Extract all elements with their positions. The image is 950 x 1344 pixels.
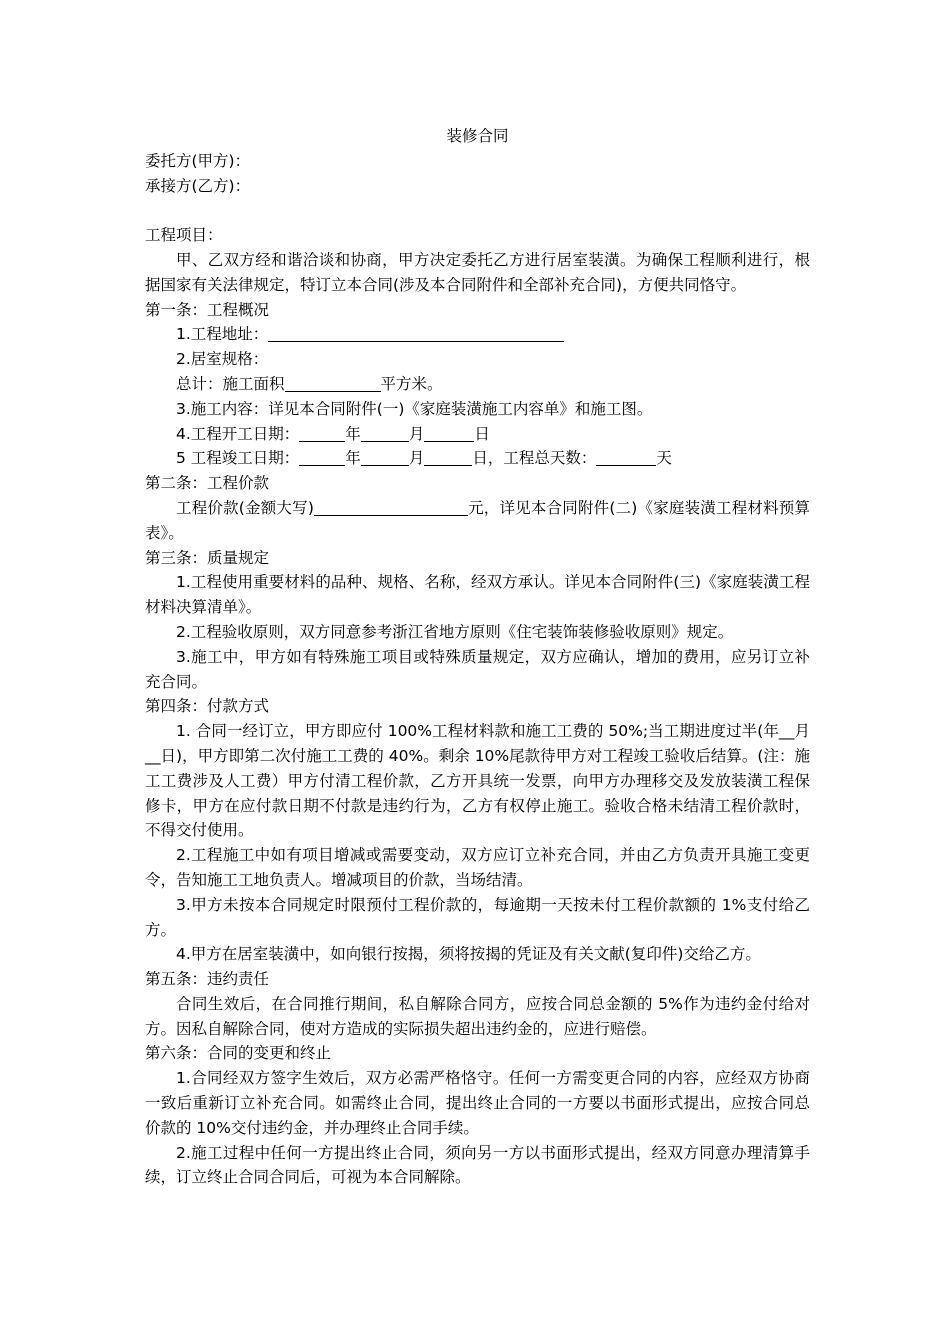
- end-year-blank: [299, 447, 345, 466]
- end-day-blank: [424, 447, 472, 466]
- days-unit: 天: [656, 449, 672, 468]
- start-day-unit: 日: [474, 424, 490, 443]
- article-4-item: 1. 合同一经订立，甲方即应付 100%工程材料款和施工工费的 50%;当工期进度过半(年__月__日)，甲方即第二次付施工工费的 40%。剩余 10%尾款待甲方对工程竣工验收后结算。(注：施工工费涉及人工费）甲方付清工程价款，乙方开具统一发票，向甲方办理移交及发放装潢工程保修卡，甲方在应付款日期不付款是违约行为，乙方有权停止施工。验收合格未结清工程价款时，不得交付使用。: [145, 722, 810, 840]
- project-label: 工程项目：: [145, 226, 223, 245]
- end-year-unit: 年: [345, 449, 361, 468]
- party-a-line: 委托方(甲方)：: [145, 151, 251, 170]
- article-6-item: 2.施工过程中任何一方提出终止合同，须向另一方以书面形式提出，经双方同意办理清算手续，订立终止合同合同后，可视为本合同解除。: [145, 1143, 810, 1187]
- price-prefix: 工程价款(金额大写): [176, 498, 314, 517]
- article-4-item: 3.甲方未按本合同规定时限预付工程价款的，每逾期一天按未付工程价款额的 1%支付给乙方。: [145, 895, 810, 939]
- article-3-heading: 第三条：质量规定: [145, 548, 270, 567]
- article-3-item: 3.施工中，甲方如有特殊施工项目或特殊质量规定，双方应确认，增加的费用，应另订立补充合同。: [145, 647, 810, 691]
- area-suffix: 平方米。: [380, 374, 443, 393]
- area-blank: [285, 373, 381, 392]
- start-month-blank: [361, 423, 409, 442]
- end-label: 5 工程竣工日期：: [176, 449, 300, 468]
- total-days-blank: [596, 447, 656, 466]
- area-line: [145, 372, 810, 397]
- intro-paragraph: 甲、乙双方经和谐洽谈和协商，甲方决定委托乙方进行居室装潢。为确保工程顺利进行，根据国家有关法律规定，特订立本合同(涉及本合同附件和全部补充合同)，方便共同恪守。: [145, 250, 810, 294]
- price-paragraph: [145, 496, 810, 546]
- start-month-unit: 月: [408, 424, 425, 443]
- article-4-heading: 第四条：付款方式: [145, 697, 270, 716]
- start-year-blank: [299, 423, 345, 442]
- article-1-heading: 第一条：工程概况: [145, 300, 270, 319]
- article-4-item: 4.甲方在居室装潢中，如向银行按揭，须将按揭的凭证及有关文献(复印件)交给乙方。: [176, 945, 761, 964]
- article-6-item: 1.合同经双方签字生效后，双方必需严格恪守。任何一方需变更合同的内容，应经双方协商一致后重新订立补充合同。如需终止合同，提出终止合同的一方要以书面形式提出，应按合同总价款的 10%交付违约金，并办理终止合同手续。: [145, 1069, 810, 1137]
- area-prefix: 总计：施工面积: [176, 374, 285, 393]
- party-b-line: 承接方(乙方)：: [145, 176, 251, 195]
- start-day-blank: [424, 423, 474, 442]
- article-6-heading: 第六条：合同的变更和终止: [145, 1044, 332, 1063]
- start-label: 4.工程开工日期：: [176, 424, 300, 443]
- article-3-item: 2.工程验收原则，双方同意参考浙江省地方原则《住宅装饰装修验收原则》规定。: [176, 622, 734, 641]
- address-line: [145, 322, 810, 347]
- content-line: 3.施工内容：详见本合同附件(一)《家庭装潢施工内容单》和施工图。: [176, 399, 653, 418]
- end-date-line: [145, 446, 810, 471]
- article-3-item: 1.工程使用重要材料的品种、规格、名称，经双方承认。详见本合同附件(三)《家庭装潢工程材料决算清单》。: [145, 573, 810, 617]
- address-blank: [268, 323, 564, 342]
- total-days-label: 日，工程总天数：: [472, 449, 597, 468]
- spacer: [145, 198, 810, 223]
- end-month-unit: 月: [408, 449, 425, 468]
- contract-page: [145, 124, 810, 1190]
- price-suffix: 元，详见本合同附件(二)《家庭装潢工程材料预算表》。: [145, 498, 810, 542]
- price-blank: [314, 497, 468, 516]
- article-5-heading: 第五条：违约责任: [145, 970, 270, 989]
- article-2-heading: 第二条：工程价款: [145, 474, 270, 493]
- document-title: 装修合同: [446, 127, 509, 145]
- article-5-text: 合同生效后，在合同推行期间，私自解除合同方，应按合同总金额的 5%作为违约金付给对方。因私自解除合同，使对方造成的实际损失超出违约金的，应进行赔偿。: [145, 994, 810, 1038]
- spec-line: 2.居室规格：: [176, 350, 269, 369]
- start-year-unit: 年: [345, 424, 361, 443]
- start-date-line: [145, 422, 810, 447]
- article-4-item: 2.工程施工中如有项目增减或需要变动，双方应订立补充合同，并由乙方负责开具施工变更令，告知施工工地负责人。增减项目的价款，当场结清。: [145, 846, 810, 889]
- address-label: 1.工程地址：: [176, 325, 269, 344]
- end-month-blank: [361, 447, 409, 466]
